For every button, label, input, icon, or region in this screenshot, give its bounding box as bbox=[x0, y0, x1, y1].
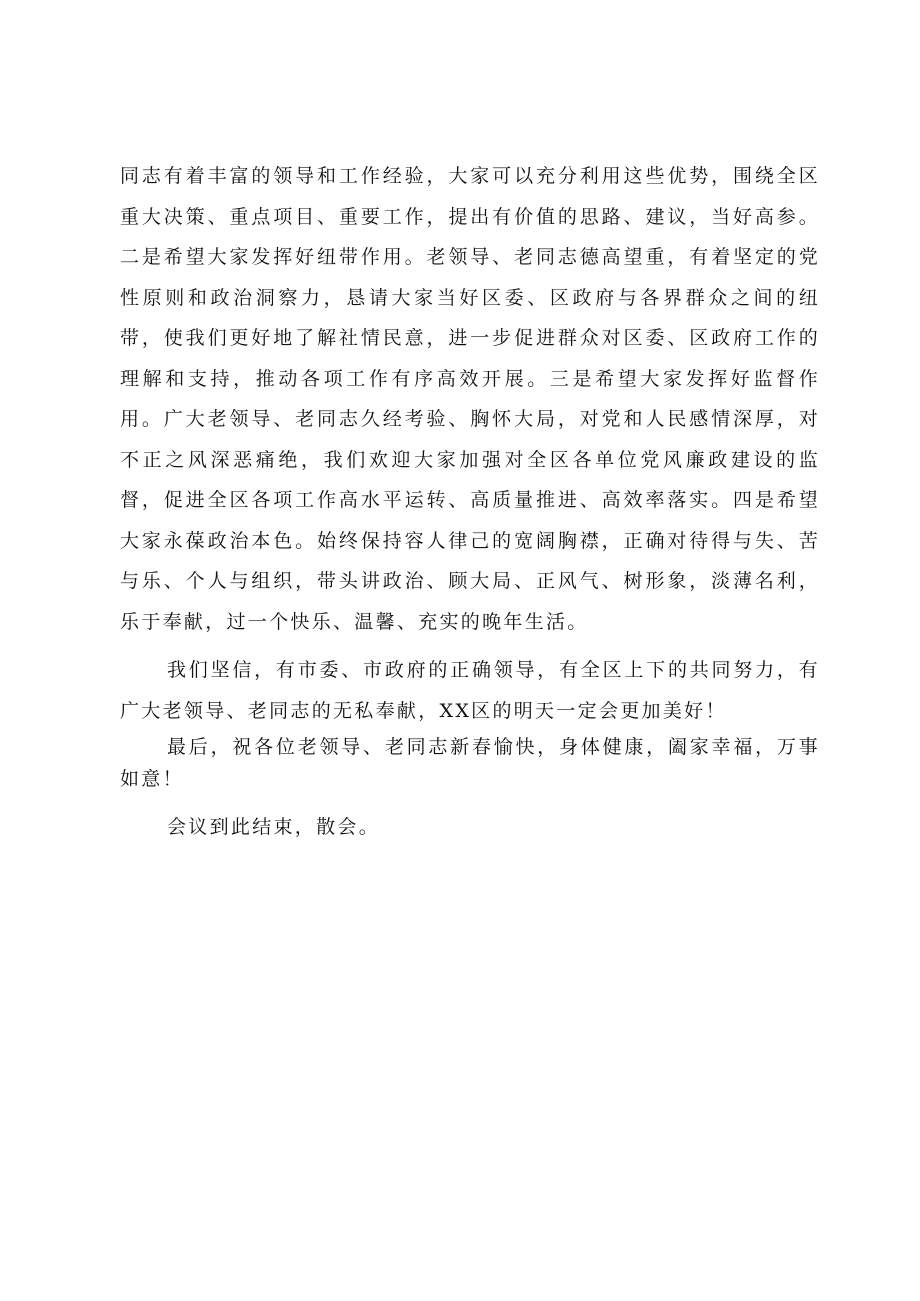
paragraph-gap bbox=[120, 642, 820, 650]
paragraph-continuation: 同志有着丰富的领导和工作经验，大家可以充分利用这些优势，围绕全区重大决策、重点项目、重要工作，提出有价值的思路、建议，当好高参。二是希望大家发挥好纽带作用。老领导、老同志德高望重，有着坚定的党性原则和政治洞察力，恳请大家当好区委、区政府与各界群众之间的纽带，使我们更好地了解社情民意，进一步促进群众对区委、区政府工作的理解和支持，推动各项工作有序高效开展。三是希望大家发挥好监督作用。广大老领导、老同志久经考验、胸怀大局，对党和人民感情深厚，对不正之风深恶痛绝，我们欢迎大家加强对全区各单位党风廉政建设的监督，促进全区各项工作高水平运转、高质量推进、高效率落实。四是希望大家永葆政治本色。始终保持容人律己的宽阔胸襟，正确对待得与失、苦与乐、个人与组织，带头讲政治、顾大局、正风气、树形象，淡薄名利，乐于奉献，过一个快乐、温馨、充实的晚年生活。 bbox=[120, 165, 820, 633]
paragraph-confidence: 我们坚信，有市委、市政府的正确领导，有全区上下的共同努力，有广大老领导、老同志的无私奉献，XX区的明天一定会更加美好！ bbox=[120, 659, 820, 722]
paragraph-gap bbox=[120, 795, 820, 807]
paragraph-closing: 会议到此结束，散会。 bbox=[167, 816, 381, 838]
document-body bbox=[120, 156, 820, 848]
paragraph-greetings: 最后，祝各位老领导、老同志新春愉快，身体健康，阖家幸福，万事如意！ bbox=[120, 736, 820, 790]
